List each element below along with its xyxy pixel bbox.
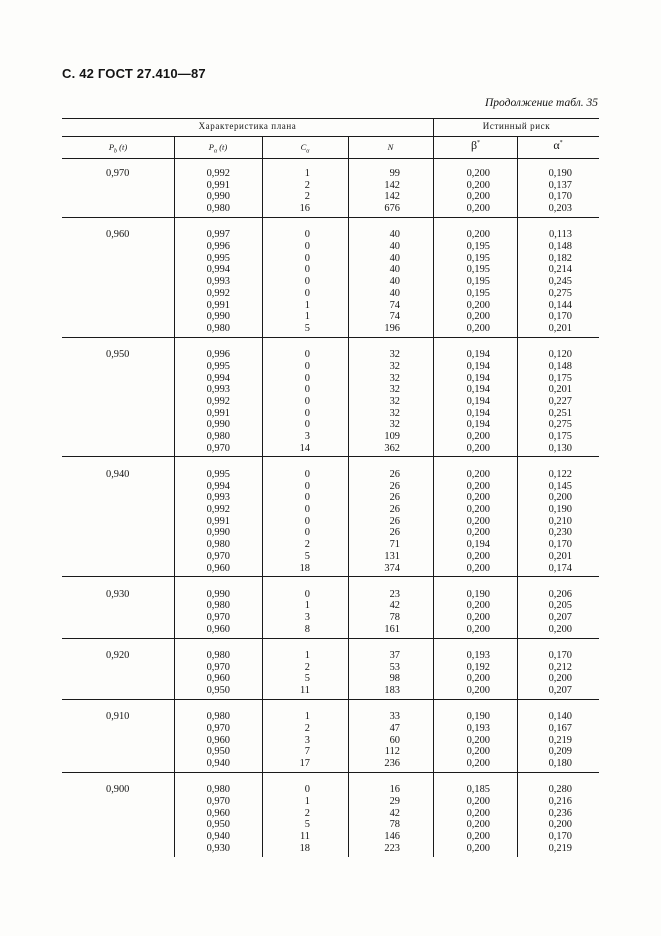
table-cell-n-value: 26 — [389, 492, 400, 504]
table-cell-alpha-value: 0,207 — [548, 685, 572, 697]
table-cell-beta-value: 0,200 — [466, 468, 490, 480]
table-cell-alpha-value: 0,140 — [548, 711, 572, 723]
group-separator — [62, 638, 599, 639]
table-cell-alpha-value: 0,216 — [548, 796, 572, 807]
table-cell-alpha-value: 0,245 — [548, 276, 572, 288]
table-cell-c-value: 0 — [304, 419, 310, 431]
group-plan-header: Характеристика плана — [198, 121, 297, 131]
table-cell-beta-value: 0,195 — [466, 287, 490, 299]
table-cell-n-value: 183 — [384, 685, 400, 697]
column-divider — [517, 158, 518, 857]
table-cell-n-value: 32 — [389, 360, 400, 372]
table-cell-c-value: 5 — [304, 550, 310, 562]
table-cell-pa-value: 0,970 — [206, 550, 230, 562]
table-cell-n-value: 146 — [384, 831, 400, 843]
table-cell-beta-value: 0,200 — [466, 442, 490, 454]
table-cell-c-value: 1 — [304, 600, 310, 612]
group-separator — [62, 337, 599, 338]
table-cell-c-value: 18 — [299, 842, 310, 854]
table-cell-c-value: 0 — [304, 241, 310, 252]
table-cell-beta-value: 0,200 — [466, 203, 490, 215]
table-cell-alpha-value: 0,148 — [548, 360, 572, 372]
table-cell-alpha-value: 0,230 — [548, 527, 572, 539]
table-cell-c-value: 0 — [304, 229, 310, 241]
table-cell-pa-value: 0,995 — [206, 468, 230, 480]
table-cell-c-value: 18 — [299, 562, 310, 574]
table-cell-beta-value: 0,200 — [466, 600, 490, 612]
table-cell-beta-value: 0,200 — [466, 229, 490, 241]
table-cell-n-value: 47 — [389, 723, 400, 734]
group-separator — [62, 772, 599, 773]
table-cell-n-value: 40 — [389, 241, 400, 252]
table-cell-beta-value: 0,200 — [466, 515, 490, 527]
table-cell-beta-value: 0,200 — [466, 562, 490, 574]
table-cell-beta-value: 0,200 — [466, 623, 490, 635]
table-cell-n-value: 23 — [389, 588, 400, 600]
group-separator — [62, 699, 599, 700]
table-cell-c-value: 1 — [304, 650, 310, 661]
table-cell-n-value: 374 — [384, 562, 400, 574]
table-cell-pa-value: 0,992 — [206, 395, 230, 407]
table-cell-n-value: 26 — [389, 515, 400, 527]
table-cell-alpha-value: 0,170 — [548, 311, 572, 323]
table-cell-n-value: 78 — [389, 819, 400, 831]
table-cell-pa-value: 0,993 — [206, 492, 230, 504]
page-header: С. 42 ГОСТ 27.410—87 — [62, 66, 206, 81]
table-cell-beta-value: 0,200 — [466, 685, 490, 697]
column-divider — [174, 158, 175, 857]
table-cell-beta-value: 0,200 — [466, 842, 490, 854]
table-cell-pa-value: 0,970 — [206, 661, 230, 673]
table-cell-alpha-value: 0,122 — [548, 468, 572, 480]
table-cell-c-value: 0 — [304, 252, 310, 264]
table-cell-pa-value: 0,994 — [206, 480, 230, 492]
table-cell-pa-value: 0,992 — [206, 504, 230, 515]
table-cell-pa-value: 0,993 — [206, 384, 230, 396]
table-cell-alpha-value: 0,174 — [548, 562, 572, 574]
table-cell-beta-value: 0,195 — [466, 252, 490, 264]
table-cell-n-value: 109 — [384, 431, 400, 442]
table-cell-beta-value: 0,200 — [466, 734, 490, 746]
table-cell-pa-value: 0,950 — [206, 819, 230, 831]
table-cell-alpha-value: 0,175 — [548, 372, 572, 384]
table-cell-n-value: 26 — [389, 504, 400, 515]
table-cell-n-value: 32 — [389, 395, 400, 407]
table-cell-n-value: 16 — [389, 784, 400, 796]
table-cell-c-value: 5 — [304, 819, 310, 831]
table-cell-n-value: 161 — [384, 623, 400, 635]
table-cell-c-value: 2 — [304, 539, 310, 551]
table-cell-beta-value: 0,194 — [466, 539, 490, 551]
table-cell-n-value: 71 — [389, 539, 400, 551]
table-cell-n-value: 98 — [389, 673, 400, 685]
table-cell-c-value: 0 — [304, 588, 310, 600]
table-cell-alpha-value: 0,203 — [548, 203, 572, 215]
table-cell-beta-value: 0,195 — [466, 276, 490, 288]
column-divider — [433, 158, 434, 857]
table-cell-beta-value: 0,200 — [466, 612, 490, 624]
table-cell-alpha-value: 0,130 — [548, 442, 572, 454]
table-cell-alpha-value: 0,148 — [548, 241, 572, 252]
table-cell-n-value: 42 — [389, 600, 400, 612]
table-cell-pa-value: 0,996 — [206, 349, 230, 361]
table-cell-alpha-value: 0,209 — [548, 746, 572, 758]
table-cell-alpha-value: 0,210 — [548, 515, 572, 527]
table-cell-beta-value: 0,200 — [466, 527, 490, 539]
table-cell-beta-value: 0,200 — [466, 191, 490, 203]
group-pb-value: 0,930 — [106, 588, 130, 600]
table-cell-pa-value: 0,991 — [206, 515, 230, 527]
table-cell-c-value: 3 — [304, 431, 310, 442]
table-cell-pa-value: 0,990 — [206, 527, 230, 539]
table-cell-c-value: 1 — [304, 299, 310, 311]
table-cell-c-value: 1 — [304, 168, 310, 179]
table-cell-alpha-value: 0,200 — [548, 492, 572, 504]
column-header-pa: $P_\alpha$ (t) — [208, 142, 228, 155]
group-pb-value: 0,920 — [106, 650, 130, 661]
table-cell-c-value: 11 — [299, 831, 310, 843]
table-cell-pa-value: 0,980 — [206, 784, 230, 796]
table-cell-n-value: 74 — [389, 299, 400, 311]
table-cell-pa-value: 0,994 — [206, 372, 230, 384]
table-cell-alpha-value: 0,137 — [548, 179, 572, 191]
table-cell-n-value: 40 — [389, 287, 400, 299]
table-cell-c-value: 2 — [304, 661, 310, 673]
table-cell-n-value: 26 — [389, 468, 400, 480]
table-cell-c-value: 0 — [304, 384, 310, 396]
table-cell-alpha-value: 0,201 — [548, 322, 572, 334]
table-cell-n-value: 142 — [384, 179, 400, 191]
column-header-pb: $P_b$ (t) — [108, 142, 128, 155]
table-cell-alpha-value: 0,175 — [548, 431, 572, 442]
header-bottom-border — [62, 158, 599, 159]
table-cell-n-value: 196 — [384, 322, 400, 334]
group-separator — [62, 456, 599, 457]
table-cell-n-value: 53 — [389, 661, 400, 673]
table-cell-pa-value: 0,970 — [206, 612, 230, 624]
table-cell-beta-value: 0,200 — [466, 480, 490, 492]
table-cell-n-value: 131 — [384, 550, 400, 562]
table-cell-alpha-value: 0,236 — [548, 807, 572, 819]
table-cell-beta-value: 0,200 — [466, 492, 490, 504]
table-cell-pa-value: 0,980 — [206, 711, 230, 723]
table-cell-alpha-value: 0,170 — [548, 831, 572, 843]
group-pb-value: 0,940 — [106, 468, 130, 480]
group-pb-value: 0,970 — [106, 168, 130, 179]
table-cell-alpha-value: 0,219 — [548, 734, 572, 746]
table-cell-pa-value: 0,990 — [206, 588, 230, 600]
table-cell-beta-value: 0,200 — [466, 796, 490, 807]
table-cell-pa-value: 0,980 — [206, 322, 230, 334]
table-cell-n-value: 32 — [389, 419, 400, 431]
table-cell-c-value: 0 — [304, 468, 310, 480]
table-cell-beta-value: 0,190 — [466, 711, 490, 723]
table-cell-beta-value: 0,200 — [466, 831, 490, 843]
table-cell-beta-value: 0,195 — [466, 241, 490, 252]
table-cell-n-value: 112 — [384, 746, 400, 758]
column-header-alpha: α* — [553, 138, 563, 152]
table-cell-alpha-value: 0,280 — [548, 784, 572, 796]
table-cell-n-value: 32 — [389, 349, 400, 361]
group-pb-value: 0,910 — [106, 711, 130, 723]
table-cell-beta-value: 0,192 — [466, 661, 490, 673]
table-cell-beta-value: 0,194 — [466, 360, 490, 372]
table-cell-alpha-value: 0,219 — [548, 842, 572, 854]
table-cell-pa-value: 0,970 — [206, 796, 230, 807]
group-risk-header: Истинный риск — [482, 121, 551, 131]
table-cell-pa-value: 0,980 — [206, 431, 230, 442]
column-header-n: N — [387, 142, 394, 152]
table-cell-n-value: 78 — [389, 612, 400, 624]
table-cell-pa-value: 0,996 — [206, 241, 230, 252]
table-cell-c-value: 0 — [304, 784, 310, 796]
table-cell-pa-value: 0,991 — [206, 407, 230, 419]
table-cell-c-value: 2 — [304, 723, 310, 734]
table-cell-c-value: 3 — [304, 734, 310, 746]
table-cell-c-value: 2 — [304, 807, 310, 819]
table-cell-alpha-value: 0,275 — [548, 287, 572, 299]
table-cell-c-value: 8 — [304, 623, 310, 635]
table-cell-alpha-value: 0,200 — [548, 623, 572, 635]
table-cell-pa-value: 0,940 — [206, 758, 230, 770]
table-cell-c-value: 0 — [304, 504, 310, 515]
table-cell-c-value: 0 — [304, 276, 310, 288]
table-cell-pa-value: 0,990 — [206, 311, 230, 323]
table-cell-pa-value: 0,960 — [206, 807, 230, 819]
table-cell-n-value: 40 — [389, 276, 400, 288]
table-cell-c-value: 5 — [304, 673, 310, 685]
table-cell-pa-value: 0,995 — [206, 252, 230, 264]
plan-group-rule — [62, 136, 433, 137]
table-cell-beta-value: 0,190 — [466, 588, 490, 600]
table-cell-beta-value: 0,200 — [466, 746, 490, 758]
table-cell-alpha-value: 0,145 — [548, 480, 572, 492]
column-header-beta: β* — [470, 138, 481, 152]
table-cell-alpha-value: 0,170 — [548, 539, 572, 551]
table-cell-n-value: 362 — [384, 442, 400, 454]
table-cell-n-value: 32 — [389, 407, 400, 419]
table-cell-beta-value: 0,194 — [466, 419, 490, 431]
table-cell-beta-value: 0,200 — [466, 550, 490, 562]
table-cell-n-value: 32 — [389, 384, 400, 396]
table-cell-beta-value: 0,194 — [466, 372, 490, 384]
table-cell-c-value: 0 — [304, 492, 310, 504]
table-cell-beta-value: 0,200 — [466, 299, 490, 311]
table-cell-pa-value: 0,992 — [206, 168, 230, 179]
table-cell-n-value: 42 — [389, 807, 400, 819]
table-cell-n-value: 29 — [389, 796, 400, 807]
table-cell-alpha-value: 0,190 — [548, 168, 572, 179]
table-cell-alpha-value: 0,205 — [548, 600, 572, 612]
table-cell-n-value: 99 — [389, 168, 400, 179]
table-cell-c-value: 0 — [304, 349, 310, 361]
table-cell-n-value: 40 — [389, 264, 400, 276]
table-cell-beta-value: 0,194 — [466, 349, 490, 361]
table-cell-beta-value: 0,200 — [466, 168, 490, 179]
table-cell-c-value: 0 — [304, 372, 310, 384]
table-cell-pa-value: 0,980 — [206, 203, 230, 215]
table-cell-beta-value: 0,193 — [466, 650, 490, 661]
table-cell-pa-value: 0,980 — [206, 539, 230, 551]
column-header-c: $C_\alpha$ — [300, 142, 310, 155]
table-cell-alpha-value: 0,201 — [548, 550, 572, 562]
table-cell-beta-value: 0,200 — [466, 431, 490, 442]
table-cell-pa-value: 0,991 — [206, 299, 230, 311]
table-cell-pa-value: 0,980 — [206, 600, 230, 612]
table-cell-beta-value: 0,194 — [466, 395, 490, 407]
table-cell-alpha-value: 0,200 — [548, 819, 572, 831]
table-cell-alpha-value: 0,170 — [548, 191, 572, 203]
table-cell-alpha-value: 0,275 — [548, 419, 572, 431]
table-cell-c-value: 1 — [304, 796, 310, 807]
table-cell-pa-value: 0,960 — [206, 623, 230, 635]
table-cell-c-value: 0 — [304, 395, 310, 407]
group-pb-value: 0,900 — [106, 784, 130, 796]
table-cell-c-value: 0 — [304, 480, 310, 492]
table-cell-pa-value: 0,997 — [206, 229, 230, 241]
table-cell-c-value: 2 — [304, 179, 310, 191]
table-cell-pa-value: 0,970 — [206, 442, 230, 454]
table-cell-n-value: 26 — [389, 480, 400, 492]
table-cell-c-value: 5 — [304, 322, 310, 334]
table-cell-pa-value: 0,991 — [206, 179, 230, 191]
table-cell-alpha-value: 0,251 — [548, 407, 572, 419]
table-cell-alpha-value: 0,212 — [548, 661, 572, 673]
table-cell-pa-value: 0,970 — [206, 723, 230, 734]
table-top-border — [62, 118, 599, 119]
table-cell-pa-value: 0,960 — [206, 734, 230, 746]
table-cell-c-value: 0 — [304, 264, 310, 276]
column-divider — [262, 158, 263, 857]
table-cell-alpha-value: 0,227 — [548, 395, 572, 407]
table-cell-pa-value: 0,950 — [206, 685, 230, 697]
table-cell-n-value: 32 — [389, 372, 400, 384]
table-cell-beta-value: 0,194 — [466, 407, 490, 419]
table-cell-c-value: 0 — [304, 360, 310, 372]
table-cell-n-value: 142 — [384, 191, 400, 203]
table-cell-alpha-value: 0,113 — [549, 229, 572, 241]
table-cell-beta-value: 0,195 — [466, 264, 490, 276]
table-cell-beta-value: 0,194 — [466, 384, 490, 396]
table-cell-c-value: 0 — [304, 407, 310, 419]
table-cell-n-value: 40 — [389, 252, 400, 264]
table-cell-pa-value: 0,940 — [206, 831, 230, 843]
table-cell-pa-value: 0,950 — [206, 746, 230, 758]
table-cell-alpha-value: 0,200 — [548, 673, 572, 685]
table-cell-pa-value: 0,992 — [206, 287, 230, 299]
table-cell-c-value: 11 — [299, 685, 310, 697]
table-cell-beta-value: 0,200 — [466, 179, 490, 191]
table-cell-pa-value: 0,960 — [206, 562, 230, 574]
table-cell-pa-value: 0,960 — [206, 673, 230, 685]
table-cell-alpha-value: 0,201 — [548, 384, 572, 396]
table-cell-c-value: 17 — [299, 758, 310, 770]
table-cell-n-value: 40 — [389, 229, 400, 241]
table-cell-c-value: 0 — [304, 287, 310, 299]
table-cell-alpha-value: 0,170 — [548, 650, 572, 661]
group-separator — [62, 576, 599, 577]
table-cell-alpha-value: 0,190 — [548, 504, 572, 515]
table-cell-pa-value: 0,995 — [206, 360, 230, 372]
table-cell-alpha-value: 0,182 — [548, 252, 572, 264]
table-cell-n-value: 236 — [384, 758, 400, 770]
column-divider — [348, 158, 349, 857]
table-cell-beta-value: 0,200 — [466, 504, 490, 515]
table-cell-c-value: 1 — [304, 311, 310, 323]
table-cell-beta-value: 0,200 — [466, 322, 490, 334]
group-pb-value: 0,960 — [106, 229, 130, 241]
table-cell-c-value: 0 — [304, 515, 310, 527]
table-cell-alpha-value: 0,144 — [548, 299, 572, 311]
table-cell-alpha-value: 0,180 — [548, 758, 572, 770]
table-cell-alpha-value: 0,167 — [548, 723, 572, 734]
table-cell-beta-value: 0,193 — [466, 723, 490, 734]
table-cell-beta-value: 0,200 — [466, 807, 490, 819]
table-cell-pa-value: 0,990 — [206, 191, 230, 203]
table-cell-c-value: 16 — [299, 203, 310, 215]
table-cell-beta-value: 0,200 — [466, 819, 490, 831]
table-cell-alpha-value: 0,207 — [548, 612, 572, 624]
table-cell-c-value: 7 — [304, 746, 310, 758]
table-cell-alpha-value: 0,206 — [548, 588, 572, 600]
table-cell-pa-value: 0,930 — [206, 842, 230, 854]
group-separator — [62, 217, 599, 218]
table-cell-n-value: 74 — [389, 311, 400, 323]
table-continuation-caption: Продолжение табл. 35 — [485, 97, 598, 109]
table-cell-c-value: 2 — [304, 191, 310, 203]
table-cell-pa-value: 0,980 — [206, 650, 230, 661]
table-cell-n-value: 26 — [389, 527, 400, 539]
table-cell-beta-value: 0,200 — [466, 758, 490, 770]
table-cell-alpha-value: 0,214 — [548, 264, 572, 276]
group-pb-value: 0,950 — [106, 349, 130, 361]
table-cell-n-value: 676 — [384, 203, 400, 215]
table-cell-n-value: 33 — [389, 711, 400, 723]
table-cell-beta-value: 0,200 — [466, 311, 490, 323]
table-cell-pa-value: 0,990 — [206, 419, 230, 431]
table-cell-n-value: 37 — [389, 650, 400, 661]
table-cell-c-value: 1 — [304, 711, 310, 723]
table-cell-pa-value: 0,993 — [206, 276, 230, 288]
table-cell-pa-value: 0,994 — [206, 264, 230, 276]
table-cell-n-value: 223 — [384, 842, 400, 854]
table-cell-alpha-value: 0,120 — [548, 349, 572, 361]
table-cell-beta-value: 0,185 — [466, 784, 490, 796]
table-cell-beta-value: 0,200 — [466, 673, 490, 685]
table-cell-n-value: 60 — [389, 734, 400, 746]
table-cell-c-value: 14 — [299, 442, 310, 454]
table-cell-c-value: 3 — [304, 612, 310, 624]
table-cell-c-value: 0 — [304, 527, 310, 539]
